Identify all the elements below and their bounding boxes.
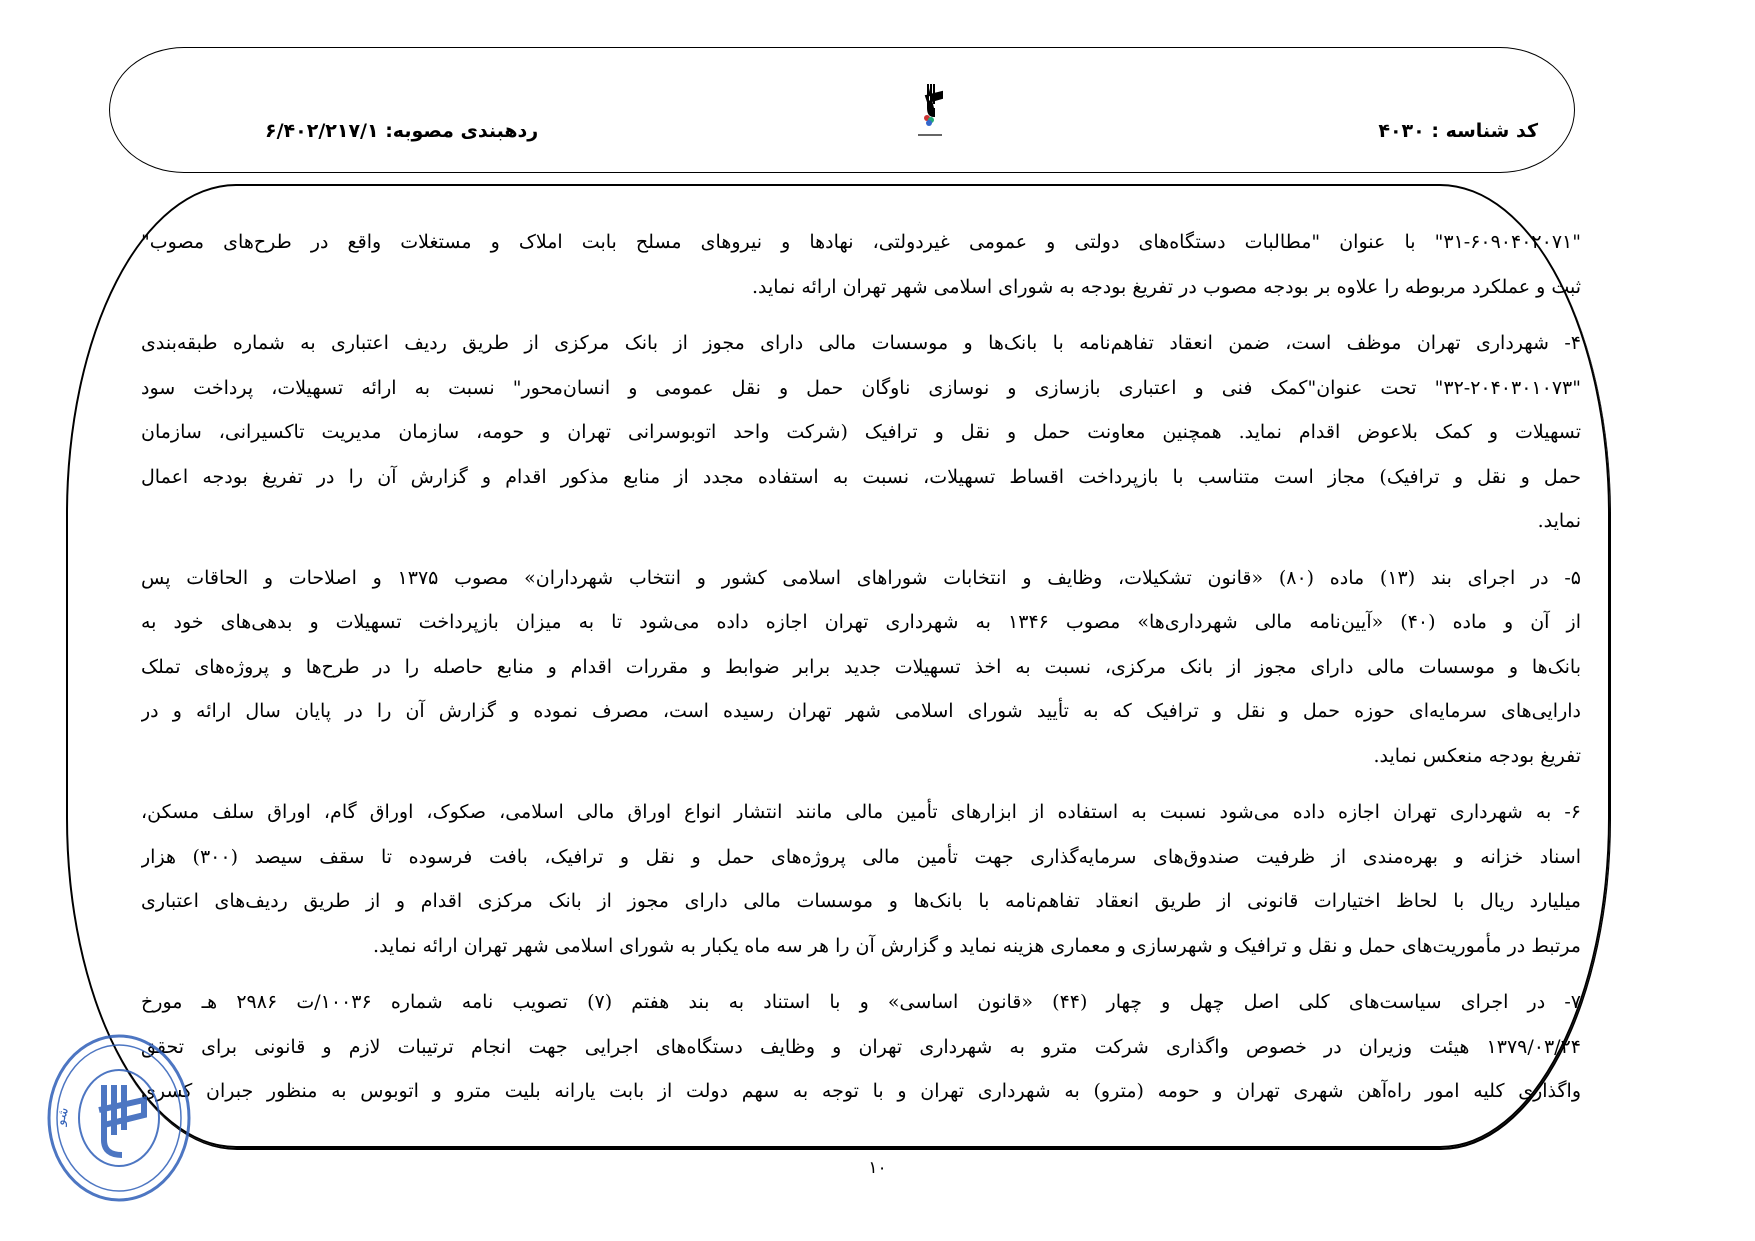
text-line: دارایی‌های سرمایه‌ای حوزه حمل و نقل و ترافیک که به تأیید شورای اسلامی شهر تهران رسیده است، مصرف نموده و گزارش آن را در پایان سال ارائه و در bbox=[141, 700, 1581, 722]
text-line: ۷- در اجرای سیاست‌های کلی اصل چهل و چهار (۴۴) «قانون اساسی» و با استناد به بند هفتم (۷) تصویب نامه شماره ۱۰۰۳۶/ت ۲۹۸۶ هـ مورخ bbox=[141, 991, 1581, 1013]
text-line: ۶- به شهرداری تهران اجازه داده می‌شود نسبت به استفاده از ابزارهای تأمین مالی مانند انتشار انواع اوراق مالی اسلامی، صکوک، اوراق گام، اوراق سلف مسکن، bbox=[141, 801, 1581, 823]
paragraph-6 bbox=[141, 796, 1581, 974]
text-line: اسناد خزانه و بهره‌مندی از ظرفیت صندوق‌های سرمایه‌گذاری جهت تأمین مالی پروژه‌های حمل و نقل و ترافیک، بافت فرسوده تا سقف سیصد (۳۰۰) هزار bbox=[141, 845, 1581, 868]
text-line: ۵- در اجرای بند (۱۳) ماده (۸۰) «قانون تشکیلات، وظایف و انتخابات شوراهای اسلامی کشور و انتخاب شهرداران» مصوب ۱۳۷۵ و اصلاحات و الحاقات پس bbox=[141, 566, 1581, 589]
text-line: "۳۲-۲۰۴۰۳۰۱۰۷۳" تحت عنوان"کمک فنی و اعتباری بازسازی و نوسازی ناوگان حمل و نقل عمومی و انسان‌محور" نسبت به ارائه تسهیلات، پرداخت سود bbox=[141, 376, 1581, 399]
text-line: تفریغ بودجه منعکس نماید. bbox=[1373, 744, 1581, 767]
text-line: ثبت و عملکرد مربوطه را علاوه بر بودجه مصوب در تفریغ بودجه به شورای اسلامی شهر تهران ارائه نماید. bbox=[751, 275, 1581, 298]
text-line: حمل و نقل و ترافیک) مجاز است متناسب با بازپرداخت اقساط تسهیلات، نسبت به استفاده مجدد از منابع مذکور اقدام و گزارش آن را در تفریغ بودجه اعمال bbox=[141, 465, 1581, 488]
paragraph-7 bbox=[141, 986, 1581, 1120]
resolution-classification: ردهبندی مصوبه: ۶/۴۰۲/۲۱۷/۱ bbox=[265, 120, 539, 142]
page-header bbox=[109, 47, 1575, 173]
page-number: ۱۰ bbox=[868, 1158, 887, 1178]
text-line: نماید. bbox=[1537, 510, 1581, 532]
text-line: "۳۱-۶۰۹۰۴۰۲۰۷۱" با عنوان "مطالبات دستگاه‌های دولتی و عمومی غیردولتی، نهادها و نیروهای مسلح بابت املاک و مستغلات واقع در طرح‌های مصوب" bbox=[141, 231, 1581, 253]
text-line: از آن و ماده (۴۰) «آیین‌نامه مالی شهرداری‌ها» مصوب ۱۳۴۶ به شهرداری تهران اجازه داده می‌شود تا به میزان بازپرداخت تسهیلات و بدهی‌های خود به bbox=[141, 611, 1581, 633]
text-line: ۱۳۷۹/۰۳/۲۴ هیئت وزیران در خصوص واگذاری شرکت مترو به شهرداری تهران و وظایف دستگاه‌های اجرایی جهت انجام ترتیبات لازم و قانونی برای تحقق bbox=[141, 1035, 1581, 1058]
council-seal-stamp bbox=[44, 1030, 194, 1205]
text-line: بانک‌ها و موسسات مالی دارای مجوز از بانک مرکزی، نسبت به اخذ تسهیلات جدید برابر ضوابط و مقررات اقدام و منابع حاصله را در طرح‌ها و پروژه‌های تملک bbox=[141, 655, 1581, 678]
text-line: میلیارد ریال با لحاظ اختیارات قانونی از طریق انعقاد تفاهم‌نامه با بانک‌ها و موسسات مالی دارای مجوز از بانک مرکزی اقدام و از طریق ردیف‌های اعتباری bbox=[141, 890, 1581, 912]
text-line: تسهیلات و کمک بلاعوض اقدام نماید. همچنین معاونت حمل و نقل و ترافیک (شرکت واحد اتوبوسرانی تهران و حومه، سازمان مدیریت تاکسیرانی، سازمان bbox=[141, 421, 1581, 443]
stamp-text: شو bbox=[52, 1105, 73, 1127]
paragraph-4 bbox=[141, 327, 1581, 550]
text-line: واگذاری کلیه امور راه‌آهن شهری تهران و حومه (مترو) به شهرداری تهران و با توجه به سهم دولت از بابت یارانه بلیت مترو و اتوبوس به منظور جبران کسری bbox=[141, 1080, 1581, 1102]
text-line: ۴- شهرداری تهران موظف است، ضمن انعقاد تفاهم‌نامه با بانک‌ها و موسسات مالی دارای مجوز از بانک مرکزی از طریق ردیف اعتباری به شماره طبقه‌بندی bbox=[141, 332, 1581, 354]
document-body bbox=[141, 226, 1581, 1132]
document-code: کد شناسه : ۴۰۳۰ bbox=[1378, 120, 1538, 142]
paragraph-continued bbox=[141, 226, 1581, 315]
council-logo bbox=[910, 78, 950, 142]
paragraph-5 bbox=[141, 562, 1581, 785]
text-line: مرتبط در مأموریت‌های حمل و نقل و ترافیک و شهرسازی و معماری هزینه نماید و گزارش آن را هر سه ماه یکبار به شورای اسلامی شهر تهران ارائه نماید. bbox=[373, 934, 1581, 957]
